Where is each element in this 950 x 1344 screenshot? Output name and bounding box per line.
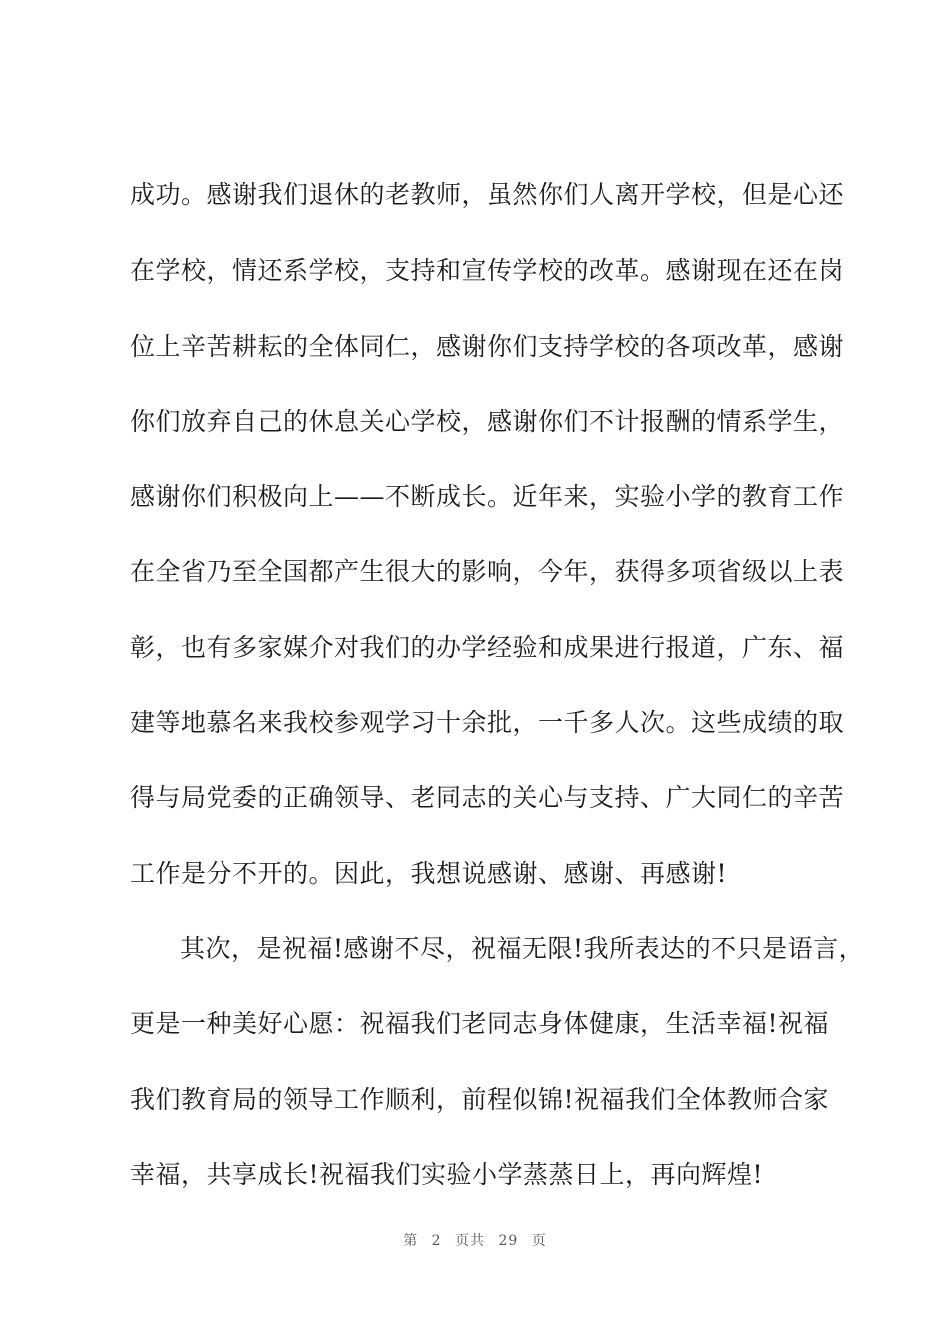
body-text-line: 你们放弃自己的休息关心学校，感谢你们不计报酬的情系学生， xyxy=(130,407,845,436)
body-text-line: 成功。感谢我们退休的老教师，虽然你们人离开学校，但是心还 xyxy=(130,180,845,209)
body-text-line: 彰，也有多家媒介对我们的办学经验和成果进行报道，广东、福 xyxy=(130,633,845,662)
body-text-line: 得与局党委的正确领导、老同志的关心与支持、广大同仁的辛苦 xyxy=(130,783,845,812)
footer-middle: 页共 xyxy=(455,1233,486,1249)
footer-suffix: 页 xyxy=(531,1233,547,1249)
body-text-line: 在全省乃至全国都产生很大的影响，今年，获得多项省级以上表 xyxy=(130,557,845,586)
current-page-number: 2 xyxy=(431,1233,442,1249)
body-text-line: 建等地慕名来我校参观学习十余批，一千多人次。这些成绩的取 xyxy=(130,708,845,737)
body-text-line: 位上辛苦耕耘的全体同仁，感谢你们支持学校的各项改革，感谢 xyxy=(130,332,845,361)
body-text-line: 更是一种美好心愿：祝福我们老同志身体健康，生活幸福!祝福 xyxy=(130,1009,830,1038)
body-text-line: 幸福，共享成长!祝福我们实验小学蒸蒸日上，再向辉煌! xyxy=(130,1160,764,1189)
footer-prefix: 第 xyxy=(403,1233,419,1249)
page-footer xyxy=(0,1230,950,1250)
body-text-line: 在学校，情还系学校，支持和宣传学校的改革。感谢现在还在岗 xyxy=(130,256,845,285)
body-text-line: 工作是分不开的。因此，我想说感谢、感谢、再感谢! xyxy=(130,859,728,888)
paragraph-first-line: 其次，是祝福!感谢不尽，祝福无限!我所表达的不只是语言， xyxy=(180,934,865,963)
total-page-count: 29 xyxy=(498,1233,519,1249)
body-text-line: 感谢你们积极向上——不断成长。近年来，实验小学的教育工作 xyxy=(130,482,845,511)
body-text-line: 我们教育局的领导工作顺利，前程似锦!祝福我们全体教师合家 xyxy=(130,1085,830,1114)
